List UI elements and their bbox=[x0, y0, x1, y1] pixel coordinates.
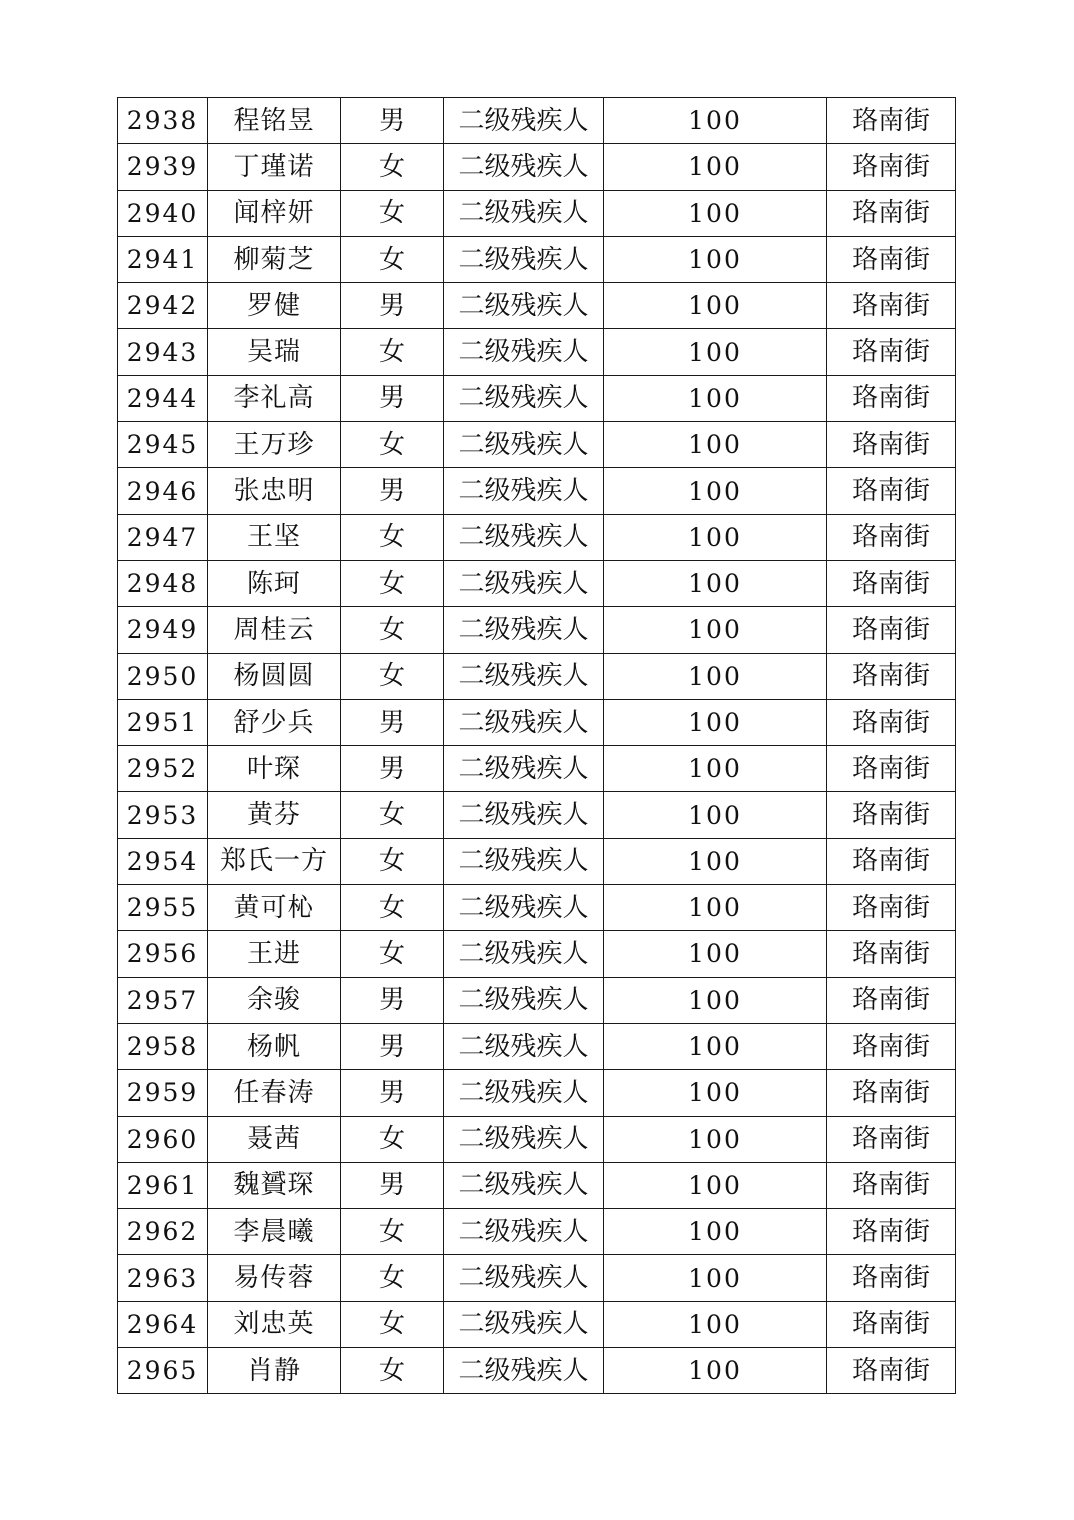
gender-cell: 男 bbox=[341, 977, 444, 1023]
person-name-cell: 肖静 bbox=[208, 1348, 341, 1394]
person-name-cell: 杨帆 bbox=[208, 1023, 341, 1069]
roster-table bbox=[117, 97, 956, 1394]
gender-cell: 男 bbox=[341, 1023, 444, 1069]
serial-number-cell: 2952 bbox=[118, 746, 208, 792]
serial-number-cell: 2959 bbox=[118, 1070, 208, 1116]
amount-cell: 100 bbox=[604, 653, 827, 699]
serial-number-cell: 2947 bbox=[118, 514, 208, 560]
serial-number-cell: 2946 bbox=[118, 468, 208, 514]
person-name-cell: 闻梓妍 bbox=[208, 190, 341, 236]
gender-cell: 男 bbox=[341, 283, 444, 329]
disability-category-cell: 二级残疾人 bbox=[444, 792, 604, 838]
table-row bbox=[118, 236, 956, 282]
gender-cell: 女 bbox=[341, 329, 444, 375]
serial-number-cell: 2949 bbox=[118, 607, 208, 653]
disability-category-cell: 二级残疾人 bbox=[444, 422, 604, 468]
street-cell: 珞南街 bbox=[827, 1348, 956, 1394]
street-cell: 珞南街 bbox=[827, 746, 956, 792]
gender-cell: 女 bbox=[341, 1301, 444, 1347]
street-cell: 珞南街 bbox=[827, 283, 956, 329]
amount-cell: 100 bbox=[604, 1301, 827, 1347]
amount-cell: 100 bbox=[604, 98, 827, 144]
gender-cell: 女 bbox=[341, 144, 444, 190]
table-row bbox=[118, 792, 956, 838]
disability-category-cell: 二级残疾人 bbox=[444, 1162, 604, 1208]
serial-number-cell: 2958 bbox=[118, 1023, 208, 1069]
person-name-cell: 叶琛 bbox=[208, 746, 341, 792]
serial-number-cell: 2939 bbox=[118, 144, 208, 190]
disability-category-cell: 二级残疾人 bbox=[444, 1301, 604, 1347]
serial-number-cell: 2963 bbox=[118, 1255, 208, 1301]
table-row bbox=[118, 375, 956, 421]
amount-cell: 100 bbox=[604, 144, 827, 190]
person-name-cell: 罗健 bbox=[208, 283, 341, 329]
amount-cell: 100 bbox=[604, 560, 827, 606]
table-row bbox=[118, 468, 956, 514]
amount-cell: 100 bbox=[604, 1209, 827, 1255]
gender-cell: 女 bbox=[341, 190, 444, 236]
table-row bbox=[118, 283, 956, 329]
serial-number-cell: 2951 bbox=[118, 699, 208, 745]
gender-cell: 女 bbox=[341, 653, 444, 699]
gender-cell: 女 bbox=[341, 422, 444, 468]
gender-cell: 女 bbox=[341, 931, 444, 977]
gender-cell: 女 bbox=[341, 792, 444, 838]
gender-cell: 男 bbox=[341, 699, 444, 745]
amount-cell: 100 bbox=[604, 1348, 827, 1394]
amount-cell: 100 bbox=[604, 236, 827, 282]
person-name-cell: 王万珍 bbox=[208, 422, 341, 468]
amount-cell: 100 bbox=[604, 931, 827, 977]
serial-number-cell: 2965 bbox=[118, 1348, 208, 1394]
gender-cell: 男 bbox=[341, 375, 444, 421]
disability-category-cell: 二级残疾人 bbox=[444, 1116, 604, 1162]
amount-cell: 100 bbox=[604, 329, 827, 375]
serial-number-cell: 2955 bbox=[118, 885, 208, 931]
gender-cell: 女 bbox=[341, 607, 444, 653]
table-row bbox=[118, 931, 956, 977]
person-name-cell: 任春涛 bbox=[208, 1070, 341, 1116]
table-row bbox=[118, 838, 956, 884]
amount-cell: 100 bbox=[604, 792, 827, 838]
serial-number-cell: 2964 bbox=[118, 1301, 208, 1347]
amount-cell: 100 bbox=[604, 838, 827, 884]
person-name-cell: 聂茜 bbox=[208, 1116, 341, 1162]
roster-table-body bbox=[118, 98, 956, 1394]
person-name-cell: 易传蓉 bbox=[208, 1255, 341, 1301]
street-cell: 珞南街 bbox=[827, 838, 956, 884]
person-name-cell: 杨圆圆 bbox=[208, 653, 341, 699]
street-cell: 珞南街 bbox=[827, 468, 956, 514]
table-row bbox=[118, 1301, 956, 1347]
disability-category-cell: 二级残疾人 bbox=[444, 144, 604, 190]
gender-cell: 男 bbox=[341, 468, 444, 514]
street-cell: 珞南街 bbox=[827, 699, 956, 745]
disability-category-cell: 二级残疾人 bbox=[444, 699, 604, 745]
person-name-cell: 余骏 bbox=[208, 977, 341, 1023]
person-name-cell: 舒少兵 bbox=[208, 699, 341, 745]
table-row bbox=[118, 885, 956, 931]
table-row bbox=[118, 98, 956, 144]
street-cell: 珞南街 bbox=[827, 1070, 956, 1116]
amount-cell: 100 bbox=[604, 1255, 827, 1301]
serial-number-cell: 2945 bbox=[118, 422, 208, 468]
disability-category-cell: 二级残疾人 bbox=[444, 1209, 604, 1255]
amount-cell: 100 bbox=[604, 190, 827, 236]
disability-category-cell: 二级残疾人 bbox=[444, 560, 604, 606]
street-cell: 珞南街 bbox=[827, 1301, 956, 1347]
person-name-cell: 王坚 bbox=[208, 514, 341, 560]
serial-number-cell: 2960 bbox=[118, 1116, 208, 1162]
amount-cell: 100 bbox=[604, 1070, 827, 1116]
disability-category-cell: 二级残疾人 bbox=[444, 653, 604, 699]
serial-number-cell: 2944 bbox=[118, 375, 208, 421]
disability-category-cell: 二级残疾人 bbox=[444, 329, 604, 375]
disability-category-cell: 二级残疾人 bbox=[444, 514, 604, 560]
serial-number-cell: 2950 bbox=[118, 653, 208, 699]
serial-number-cell: 2961 bbox=[118, 1162, 208, 1208]
disability-category-cell: 二级残疾人 bbox=[444, 283, 604, 329]
disability-category-cell: 二级残疾人 bbox=[444, 98, 604, 144]
person-name-cell: 吴瑞 bbox=[208, 329, 341, 375]
gender-cell: 女 bbox=[341, 1255, 444, 1301]
gender-cell: 女 bbox=[341, 236, 444, 282]
table-row bbox=[118, 1116, 956, 1162]
person-name-cell: 黄芬 bbox=[208, 792, 341, 838]
street-cell: 珞南街 bbox=[827, 653, 956, 699]
person-name-cell: 李晨曦 bbox=[208, 1209, 341, 1255]
serial-number-cell: 2942 bbox=[118, 283, 208, 329]
serial-number-cell: 2956 bbox=[118, 931, 208, 977]
gender-cell: 女 bbox=[341, 1348, 444, 1394]
disability-category-cell: 二级残疾人 bbox=[444, 746, 604, 792]
table-row bbox=[118, 422, 956, 468]
disability-category-cell: 二级残疾人 bbox=[444, 607, 604, 653]
street-cell: 珞南街 bbox=[827, 792, 956, 838]
gender-cell: 男 bbox=[341, 1162, 444, 1208]
table-row bbox=[118, 1348, 956, 1394]
amount-cell: 100 bbox=[604, 607, 827, 653]
disability-category-cell: 二级残疾人 bbox=[444, 1255, 604, 1301]
table-row bbox=[118, 699, 956, 745]
person-name-cell: 程铭昱 bbox=[208, 98, 341, 144]
table-row bbox=[118, 329, 956, 375]
street-cell: 珞南街 bbox=[827, 98, 956, 144]
amount-cell: 100 bbox=[604, 746, 827, 792]
amount-cell: 100 bbox=[604, 1162, 827, 1208]
amount-cell: 100 bbox=[604, 885, 827, 931]
street-cell: 珞南街 bbox=[827, 514, 956, 560]
table-row bbox=[118, 746, 956, 792]
gender-cell: 男 bbox=[341, 1070, 444, 1116]
street-cell: 珞南街 bbox=[827, 1255, 956, 1301]
serial-number-cell: 2957 bbox=[118, 977, 208, 1023]
gender-cell: 男 bbox=[341, 746, 444, 792]
amount-cell: 100 bbox=[604, 422, 827, 468]
street-cell: 珞南街 bbox=[827, 1209, 956, 1255]
table-row bbox=[118, 514, 956, 560]
person-name-cell: 柳菊芝 bbox=[208, 236, 341, 282]
serial-number-cell: 2938 bbox=[118, 98, 208, 144]
street-cell: 珞南街 bbox=[827, 560, 956, 606]
serial-number-cell: 2943 bbox=[118, 329, 208, 375]
table-row bbox=[118, 1162, 956, 1208]
table-row bbox=[118, 1209, 956, 1255]
gender-cell: 女 bbox=[341, 885, 444, 931]
street-cell: 珞南街 bbox=[827, 1162, 956, 1208]
table-row bbox=[118, 977, 956, 1023]
gender-cell: 女 bbox=[341, 1209, 444, 1255]
person-name-cell: 丁瑾诺 bbox=[208, 144, 341, 190]
amount-cell: 100 bbox=[604, 1023, 827, 1069]
gender-cell: 女 bbox=[341, 514, 444, 560]
disability-category-cell: 二级残疾人 bbox=[444, 931, 604, 977]
street-cell: 珞南街 bbox=[827, 885, 956, 931]
street-cell: 珞南街 bbox=[827, 607, 956, 653]
amount-cell: 100 bbox=[604, 977, 827, 1023]
serial-number-cell: 2948 bbox=[118, 560, 208, 606]
disability-category-cell: 二级残疾人 bbox=[444, 236, 604, 282]
serial-number-cell: 2941 bbox=[118, 236, 208, 282]
person-name-cell: 魏贇琛 bbox=[208, 1162, 341, 1208]
street-cell: 珞南街 bbox=[827, 329, 956, 375]
gender-cell: 女 bbox=[341, 1116, 444, 1162]
person-name-cell: 王进 bbox=[208, 931, 341, 977]
person-name-cell: 李礼高 bbox=[208, 375, 341, 421]
amount-cell: 100 bbox=[604, 468, 827, 514]
table-row bbox=[118, 607, 956, 653]
street-cell: 珞南街 bbox=[827, 931, 956, 977]
gender-cell: 女 bbox=[341, 560, 444, 606]
person-name-cell: 黄可杺 bbox=[208, 885, 341, 931]
street-cell: 珞南街 bbox=[827, 1023, 956, 1069]
table-row bbox=[118, 560, 956, 606]
disability-category-cell: 二级残疾人 bbox=[444, 1070, 604, 1116]
disability-category-cell: 二级残疾人 bbox=[444, 468, 604, 514]
person-name-cell: 张忠明 bbox=[208, 468, 341, 514]
table-row bbox=[118, 144, 956, 190]
person-name-cell: 陈珂 bbox=[208, 560, 341, 606]
serial-number-cell: 2962 bbox=[118, 1209, 208, 1255]
table-row bbox=[118, 1070, 956, 1116]
gender-cell: 男 bbox=[341, 98, 444, 144]
table-row bbox=[118, 1023, 956, 1069]
amount-cell: 100 bbox=[604, 514, 827, 560]
street-cell: 珞南街 bbox=[827, 977, 956, 1023]
street-cell: 珞南街 bbox=[827, 190, 956, 236]
serial-number-cell: 2940 bbox=[118, 190, 208, 236]
person-name-cell: 郑氏一方 bbox=[208, 838, 341, 884]
street-cell: 珞南街 bbox=[827, 1116, 956, 1162]
serial-number-cell: 2953 bbox=[118, 792, 208, 838]
person-name-cell: 刘忠英 bbox=[208, 1301, 341, 1347]
amount-cell: 100 bbox=[604, 1116, 827, 1162]
disability-category-cell: 二级残疾人 bbox=[444, 190, 604, 236]
person-name-cell: 周桂云 bbox=[208, 607, 341, 653]
amount-cell: 100 bbox=[604, 699, 827, 745]
disability-category-cell: 二级残疾人 bbox=[444, 977, 604, 1023]
gender-cell: 女 bbox=[341, 838, 444, 884]
serial-number-cell: 2954 bbox=[118, 838, 208, 884]
table-row bbox=[118, 1255, 956, 1301]
disability-category-cell: 二级残疾人 bbox=[444, 838, 604, 884]
table-row bbox=[118, 190, 956, 236]
amount-cell: 100 bbox=[604, 283, 827, 329]
street-cell: 珞南街 bbox=[827, 236, 956, 282]
disability-category-cell: 二级残疾人 bbox=[444, 375, 604, 421]
table-row bbox=[118, 653, 956, 699]
disability-category-cell: 二级残疾人 bbox=[444, 1348, 604, 1394]
disability-category-cell: 二级残疾人 bbox=[444, 885, 604, 931]
street-cell: 珞南街 bbox=[827, 422, 956, 468]
street-cell: 珞南街 bbox=[827, 375, 956, 421]
amount-cell: 100 bbox=[604, 375, 827, 421]
disability-category-cell: 二级残疾人 bbox=[444, 1023, 604, 1069]
street-cell: 珞南街 bbox=[827, 144, 956, 190]
